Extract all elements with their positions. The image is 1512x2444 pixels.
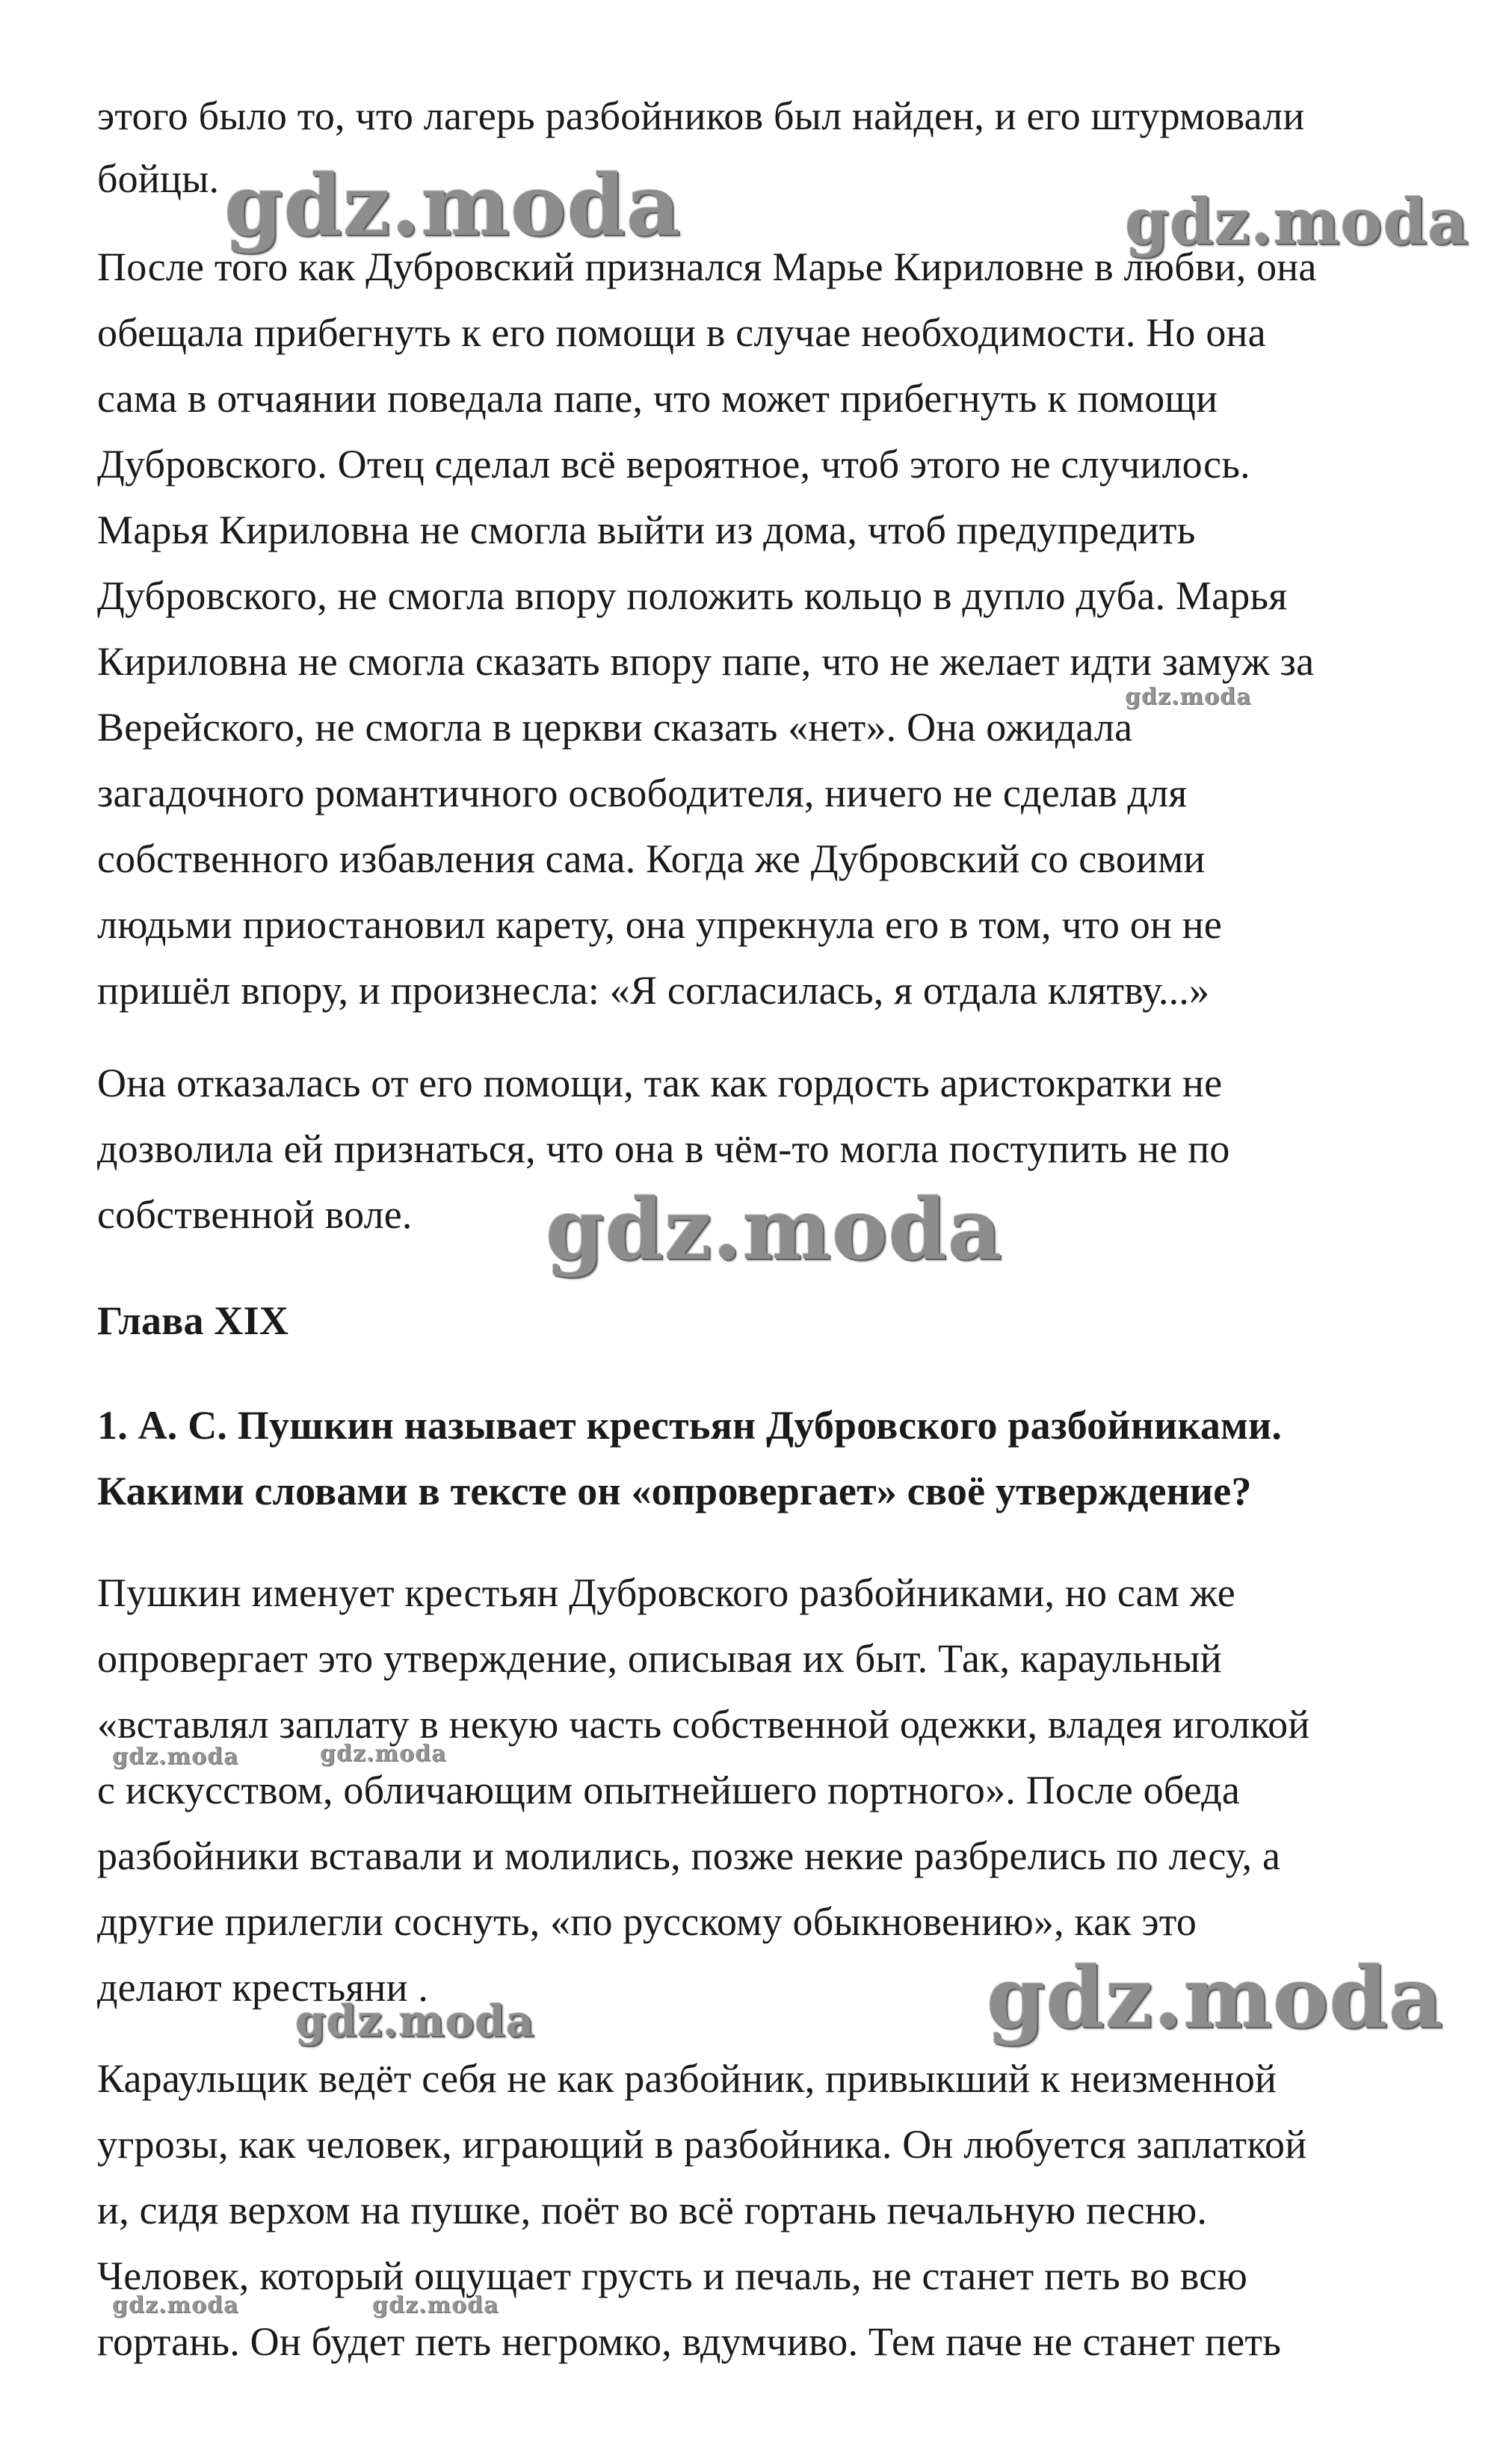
paragraph-3-line: Она отказалась от его помощи, так как гордость аристократки не bbox=[97, 1061, 1223, 1105]
paragraph-2-line: Кириловна не смогла сказать впору папе, что не желает идти замуж за bbox=[97, 639, 1315, 684]
watermark: gdz.moda bbox=[987, 1949, 1444, 2047]
paragraph-5-line: и, сидя верхом на пушке, поёт во всё гортань печальную песню. bbox=[97, 2188, 1208, 2232]
paragraph-4-line: с искусством, обличающим опытнейшего портного». После обеда bbox=[97, 1768, 1241, 1812]
question-line: Какими словами в тексте он «опровергает» своё утверждение? bbox=[97, 1469, 1252, 1513]
paragraph-5-line: угрозы, как человек, играющий в разбойника. Он любуется заплаткой bbox=[97, 2122, 1307, 2167]
paragraph-5-line: Караульщик ведёт себя не как разбойник, привыкший к неизменной bbox=[97, 2056, 1277, 2101]
paragraph-2-line: обещала прибегнуть к его помощи в случае необходимости. Но она bbox=[97, 310, 1266, 355]
question-line: 1. А. С. Пушкин называет крестьян Дубровского разбойниками. bbox=[97, 1403, 1283, 1448]
watermark: gdz.moda bbox=[112, 2292, 239, 2318]
chapter-heading: Глава XIX bbox=[97, 1298, 289, 1343]
paragraph-4-line: опровергает это утверждение, описывая их быт. Так, караульный bbox=[97, 1636, 1222, 1681]
paragraph-2-line: Верейского, не смогла в церкви сказать «нет». Она ожидала bbox=[97, 705, 1133, 750]
watermark: gdz.moda bbox=[320, 1741, 447, 1767]
paragraph-2-line: Дубровского, не смогла впору положить кольцо в дупло дуба. Марья bbox=[97, 573, 1288, 618]
paragraph-5-line: Человек, который ощущает грусть и печаль, не станет петь во всю bbox=[97, 2253, 1247, 2298]
paragraph-2-line: людьми приостановил карету, она упрекнула его в том, что он не bbox=[97, 902, 1223, 947]
paragraph-4-line: делают крестьяни . bbox=[97, 1965, 429, 2010]
paragraph-2-line: сама в отчаянии поведала папе, что может прибегнуть к помощи bbox=[97, 376, 1218, 421]
paragraph-3-line: дозволила ей признаться, что она в чём-то могла поступить не по bbox=[97, 1126, 1230, 1171]
watermark: gdz.moda bbox=[295, 1996, 535, 2046]
paragraph-3-line: собственной воле. bbox=[97, 1192, 413, 1237]
paragraph-2-line: Марья Кириловна не смогла выйти из дома, чтоб предупредить bbox=[97, 507, 1196, 552]
paragraph-2-line: собственного избавления сама. Когда же Дубровский со своими bbox=[97, 836, 1206, 881]
watermark: gdz.moda bbox=[112, 1744, 239, 1770]
paragraph-2-line: загадочного романтичного освободителя, ничего не сделав для bbox=[97, 771, 1188, 815]
paragraph-5-line: гортань. Он будет петь негромко, вдумчиво. Тем паче не станет петь bbox=[97, 2319, 1282, 2364]
paragraph-4-line: «вставлял заплату в некую часть собственной одежки, владея иголкой bbox=[97, 1702, 1310, 1747]
paragraph-4-line: разбойники вставали и молились, позже некие разбрелись по лесу, а bbox=[97, 1833, 1281, 1878]
paragraph-4-line: другие прилегли соснуть, «по русскому обыкновению», как это bbox=[97, 1899, 1197, 1944]
paragraph-4-line: Пушкин именует крестьян Дубровского разбойниками, но сам же bbox=[97, 1570, 1235, 1615]
watermark: gdz.moda bbox=[1125, 684, 1252, 710]
paragraph-2-line: пришёл впору, и произнесла: «Я согласилась, я отдала клятву...» bbox=[97, 968, 1210, 1013]
paragraph-2-line: Дубровского. Отец сделал всё вероятное, чтоб этого не случилось. bbox=[97, 442, 1250, 487]
watermark: gdz.moda bbox=[546, 1181, 1003, 1279]
watermark: gdz.moda bbox=[1125, 185, 1469, 259]
watermark: gdz.moda bbox=[224, 157, 682, 255]
paragraph-1-line: этого было то, что лагерь разбойников был найден, и его штурмовали bbox=[97, 93, 1305, 138]
paragraph-1-line: бойцы. bbox=[97, 156, 220, 201]
watermark: gdz.moda bbox=[372, 2292, 499, 2318]
paragraph-2-line: После того как Дубровский признался Марье Кириловне в любви, она bbox=[97, 244, 1317, 289]
